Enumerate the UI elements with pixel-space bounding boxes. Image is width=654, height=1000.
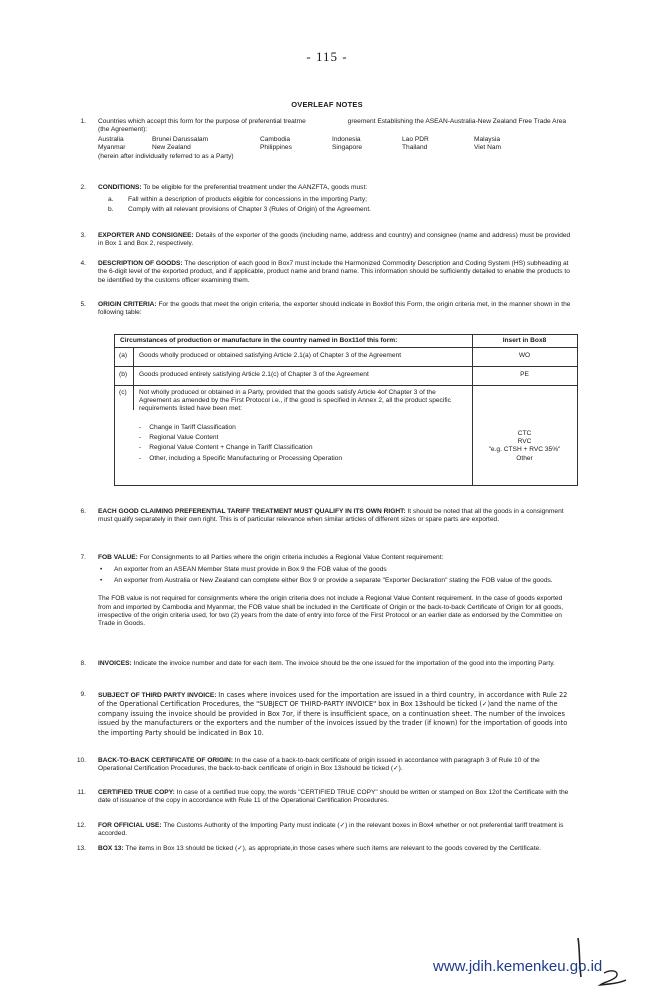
row-description: Goods produced entirely satisfying Article 2.1(c) of Chapter 3 of the Agreement — [139, 371, 369, 378]
country: Brunei Darussalam — [152, 135, 209, 143]
note-label: INVOICES: — [98, 660, 132, 667]
note-text: In case of a certified true copy, the words "CERTIFIED TRUE COPY" should be written or stamped on Box 12of the Certificate with the date of issuance of the copy in accordance with Rule 11 of the Operational Certification Procedures. — [98, 789, 569, 805]
note-paragraph: The FOB value is not required for consignments where the origin criteria does not include a Regional Value Content requirement. In the case of goods exported from and imported by Cambodia and Myanmar, the FOB value shall be included in the Certificate of Origin or the back-to-back Certificate of Origin for all goods, irrespective of the origin criteria used, for two (2) years from the date of entry into force of the First Protocol or an earlier date as endorsed by the Committee on Trade in Goods. — [98, 595, 564, 628]
note-text: In cases where invoices used for the importation are issued in a third country, in accordance with Rule 22 of the Operational Certification Procedures, the "SUBJECT OF THIRD-PARTY INVOICE" box in Box 13should be ticked (✓)and the name of the company issuing the invoice should be provided in Box 7or, if there is insufficient space, on a continuation sheet. The number of the invoices issued by the manufacturers or the exporters and the number of the invoices issued by the trader (if known) for the importation of goods into the importing Party should be indicated in Box 10. — [98, 691, 568, 737]
note-number: 6. — [80, 508, 86, 515]
country: Lao PDR — [402, 135, 429, 143]
row-code: PE — [520, 371, 529, 378]
country: Indonesia — [332, 135, 361, 143]
country: Myanmar — [98, 144, 126, 152]
row-mark: (b) — [119, 371, 128, 378]
note-number: 10. — [76, 757, 86, 764]
bullet-item: An exporter from an ASEAN Member State must provide in Box 9 the FOB value of the goods — [114, 566, 387, 574]
country: Malaysia — [474, 135, 501, 143]
country: Cambodia — [260, 135, 291, 143]
note-5 — [80, 301, 574, 318]
note-label: BACK-TO-BACK CERTIFICATE OF ORIGIN: — [98, 757, 233, 764]
note-text: In the case of a back-to-back certificate of origin issued in accordance with paragraph 3 of Rule 10 of the Operational Certification Procedures, the back-to-back certificate of origin in Box 13should be ticked (✓). — [98, 757, 540, 773]
criteria-item: Regional Value Content + Change in Tariff Classification — [149, 444, 313, 452]
note-11 — [77, 789, 574, 806]
note-text: The Customs Authority of the Importing Party must indicate (✓) in the relevant boxes in Box4 whether or not preferential tariff treatment is accorded. — [98, 822, 564, 838]
note-text: The description of each good in Box7 must include the Harmonized Commodity Description and Coding System (HS) subheading at the 6-digit level of the exported product, and if applicable, product name and brand name. This information should be sufficiently detailed to enable the products to be identified by the customs officer examining them. — [98, 260, 570, 284]
note-text: The items in Box 13 should be ticked (✓), as appropriate,in those cases where such items are relevant to the goods covered by the Certificate. — [125, 845, 542, 852]
criteria-item: Other, including a Specific Manufacturing or Processing Operation — [149, 454, 342, 462]
criteria-list: - Change in Tariff Classification - Regional Value Content - Regional Value Content + Change in Tariff Classification - Other, including a Specific Manufacturing or Processing Operation — [139, 424, 342, 462]
note-label: SUBJECT OF THIRD PARTY INVOICE: — [98, 692, 217, 699]
note-6 — [80, 508, 574, 525]
row-code: WO — [518, 352, 531, 359]
row-mark: (a) — [119, 352, 128, 359]
note-label: CONDITIONS: — [98, 184, 142, 191]
note-text: Countries which accept this form for the purpose of preferential treatme — [98, 118, 306, 125]
note-7: 7. FOB VALUE: For Consignments to all Parties where the origin criteria includes a Regional Value Content requirement: • An exporter from an ASEAN Member State must provide in Box 9 the FOB value of the goods • An exporter from Australia or New Zealand can complete either Box 9 or provide a separate "Exporter Declaration" stating the FOB value of the goods. The FOB value is not required for consignments where the origin criteria does not include a Regional Value Content requirement. In the case of goods exported from and imported by Cambodia and Myanmar, the FOB value shall be included in the Certificate of Origin or the back-to-back Certificate of Origin for all goods, irrespective of the origin criteria used, for two (2) years from the date of entry into force of the First Protocol or an earlier date as endorsed by the Committee on Trade in Goods. — [98, 554, 574, 629]
row-code: CTC — [517, 430, 532, 437]
note-text: Details of the exporter of the goods (including name, address and country) and consignee (name and address) must be provided in Box 1 and Box 2, respectively. — [98, 232, 571, 248]
country: Thailand — [402, 144, 428, 152]
note-number: 5. — [80, 301, 86, 308]
note-footer: (herein after individually referred to as a Party) — [98, 152, 234, 160]
note-8 — [80, 660, 574, 668]
table-header-box8: Insert in Box8 — [502, 337, 547, 344]
note-number: 13. — [76, 845, 86, 852]
bullet-item: An exporter from Australia or New Zealand can complete either Box 9 or provide a separate "Exporter Declaration" stating the FOB value of the goods. — [114, 576, 553, 584]
country: Australia — [98, 135, 124, 143]
note-number: 8. — [80, 660, 86, 667]
note-number: 12. — [76, 822, 86, 829]
note-label: ORIGIN CRITERIA: — [98, 301, 157, 308]
table-header-circumstances: Circumstances of production or manufacture in the country named in Box11of this form: — [120, 337, 398, 344]
note-3 — [80, 232, 574, 249]
row-description: Not wholly produced or obtained in a Party, provided that the goods satisfy Article 4of Chapter 3 of the Agreement as amended by the First Protocol i.e., if the good is specified in Annex 2, all the product specific requirements listed have been met: — [139, 389, 451, 413]
note-label: EACH GOOD CLAIMING PREFERENTIAL TARIFF TREATMENT MUST QUALIFY IN ITS OWN RIGHT: — [98, 508, 406, 515]
country: Philippines — [260, 144, 292, 152]
criteria-item: Change in Tariff Classification — [149, 424, 236, 431]
note-label: BOX 13: — [98, 845, 124, 852]
sub-mark: a. — [108, 196, 114, 204]
row-code: "e.g. CTSH + RVC 35%" — [488, 446, 561, 454]
note-number: 2. — [80, 184, 86, 191]
note-text: It should be noted that all the goods in a consignment must qualify separately in their own right. This is of particular relevance when similar articles of different sizes or spare parts are exported. — [98, 508, 564, 524]
note-label: FOB VALUE: — [98, 554, 138, 561]
note-12 — [76, 822, 574, 839]
row-code: RVC — [517, 438, 532, 446]
note-label: DESCRIPTION OF GOODS: — [98, 260, 183, 267]
note-text: To be eligible for the preferential treatment under the AANZFTA, goods must: — [143, 184, 368, 191]
note-text: For the goods that meet the origin criteria, the exporter should indicate in Box8of this Form, the origin criteria met, in the manner shown in the following table: — [98, 301, 571, 317]
origin-criteria-table — [114, 334, 578, 486]
country: New Zealand — [152, 144, 191, 152]
criteria-item: Regional Value Content — [149, 434, 219, 442]
row-code: Other — [516, 454, 533, 462]
country: Viet Nam — [474, 144, 501, 152]
note-number: 9. — [80, 691, 86, 698]
note-4 — [80, 260, 574, 285]
note-number: 7. — [80, 554, 86, 561]
note-10 — [76, 757, 574, 774]
note-label: EXPORTER AND CONSIGNEE: — [98, 232, 194, 239]
note-label: FOR OFFICIAL USE: — [98, 822, 162, 829]
note-number: 3. — [80, 232, 86, 239]
note-2 — [80, 184, 574, 214]
note-1 — [80, 118, 574, 161]
sub-mark: b. — [108, 205, 114, 213]
note-text: Indicate the invoice number and date for each item. The invoice should be the one issued for the importation of the good into the importing Party. — [133, 660, 555, 667]
note-label: CERTIFIED TRUE COPY: — [98, 789, 175, 796]
row-description: Goods wholly produced or obtained satisfying Article 2.1(a) of Chapter 3 of the Agreement — [139, 352, 402, 359]
footer-url[interactable]: www.jdih.kemenkeu.go.id — [433, 958, 603, 975]
note-13 — [76, 845, 574, 853]
note-text-tail: greement Establishing the ASEAN-Australia-New Zealand Free Trade Area (the Agreement): — [98, 118, 567, 134]
page-title: OVERLEAF NOTES — [291, 100, 363, 109]
sub-item: Fall within a description of products eligible for concessions in the importing Party; — [128, 196, 367, 204]
row-mark: (c) — [119, 389, 127, 396]
page-number: - 115 - — [306, 49, 348, 64]
criteria-codes — [472, 430, 577, 463]
note-9 — [80, 691, 574, 738]
country: Singapore — [332, 144, 363, 152]
note-text: For Consignments to all Parties where the origin criteria includes a Regional Value Content requirement: — [139, 554, 444, 561]
note-number: 1. — [80, 118, 86, 125]
note-number: 4. — [80, 260, 86, 267]
note-number: 11. — [77, 789, 86, 796]
sub-item: Comply with all relevant provisions of Chapter 3 (Rules of Origin) of the Agreement. — [128, 205, 371, 213]
country-list — [98, 136, 574, 153]
